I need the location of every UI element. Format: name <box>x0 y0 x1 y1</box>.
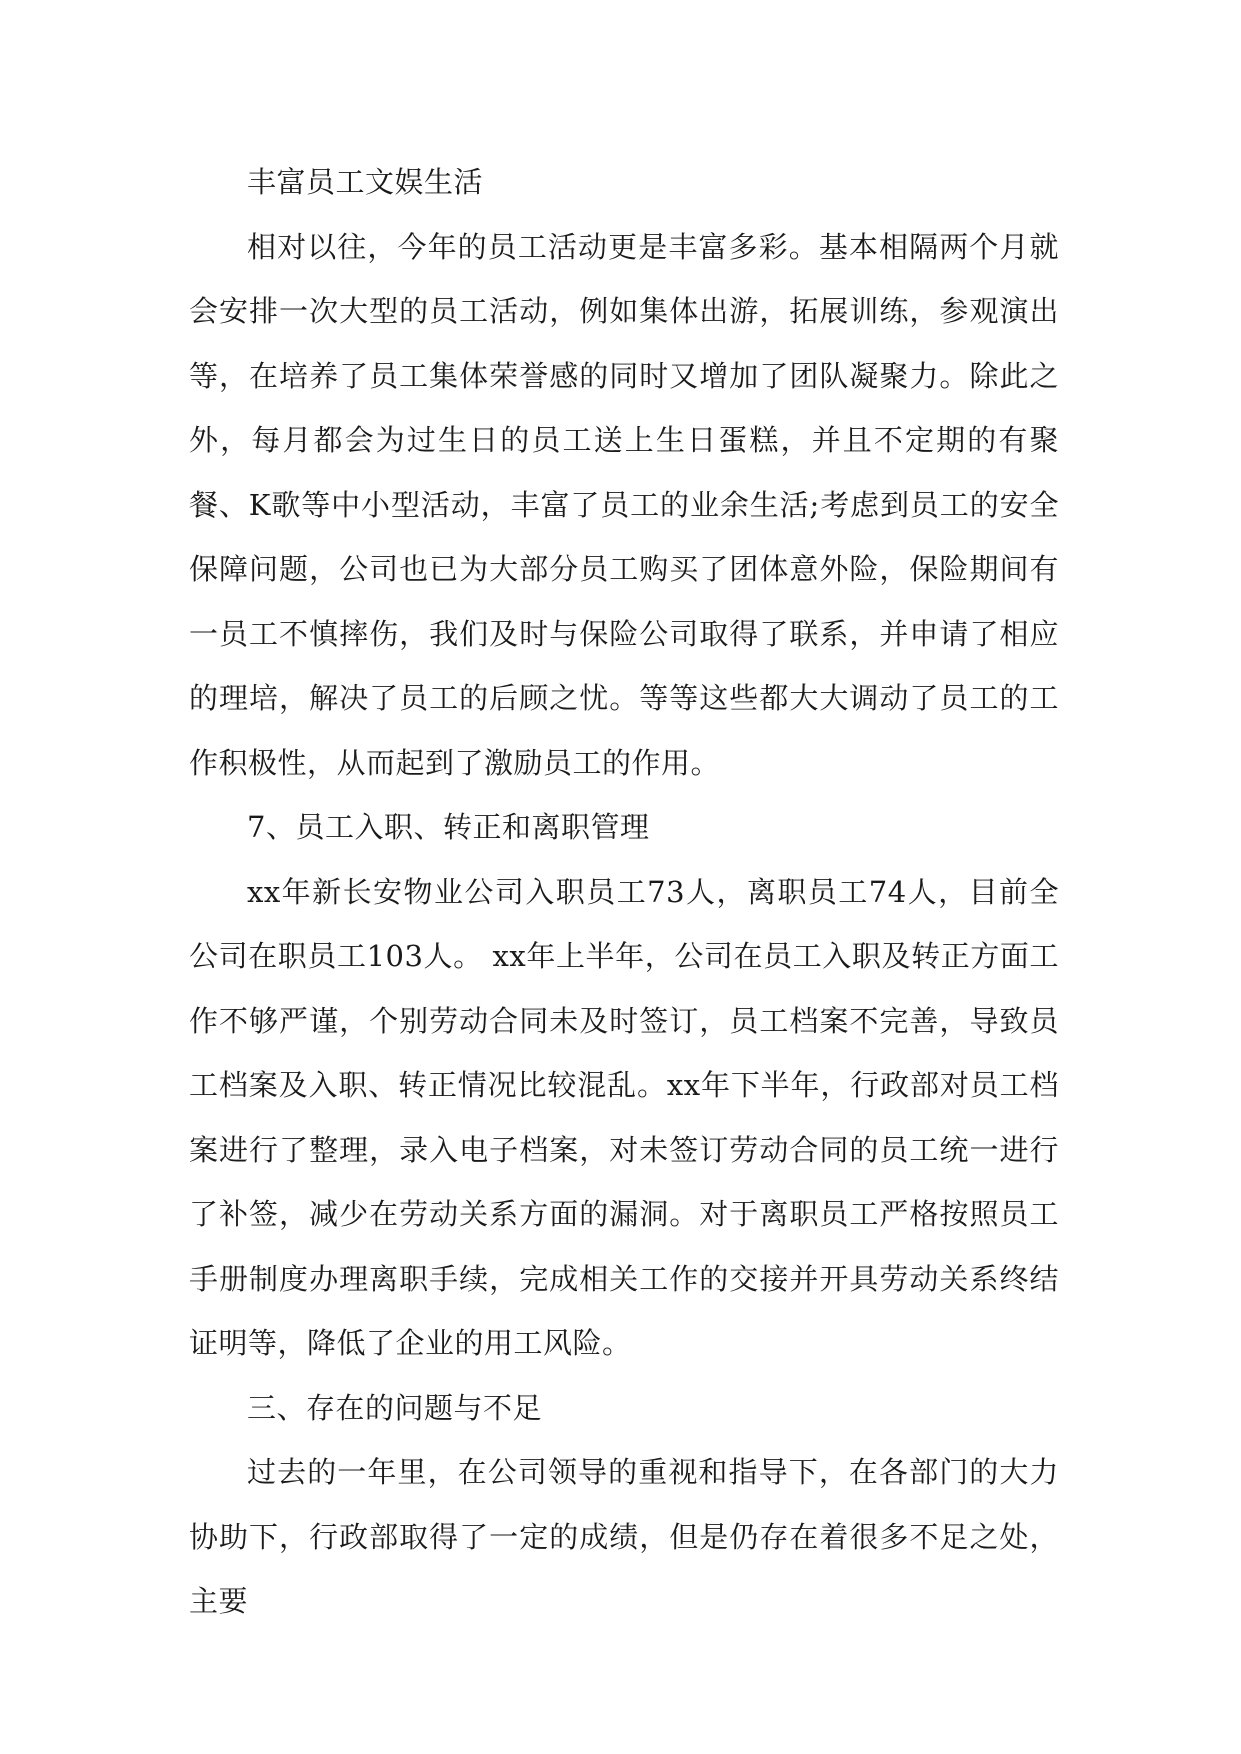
section-heading-problems: 三、存在的问题与不足 <box>247 1390 543 1425</box>
paragraph-onboarding: xx年新长安物业公司入职员工73人，离职员工74人，目前全公司在职员工103人。 xx年上半年，公司在员工入职及转正方面工作不够严谨，个别劳动合同未及时签订，员工档案不完善，导致员工档案及入职、转正情况比较混乱。xx年下半年，行政部对员工档案进行了整理，录入电子档案，对未签订劳动合同的员工统一进行了补签，减少在劳动关系方面的漏洞。对于离职员工严格按照员工手册制度办理离职手续，完成相关工作的交接并开具劳动关系终结证明等，降低了企业的用工风险。 <box>189 874 1059 1360</box>
section-heading-onboarding: 7、员工入职、转正和离职管理 <box>247 810 650 844</box>
paragraph-problems: 过去的一年里，在公司领导的重视和指导下，在各部门的大力协助下，行政部取得了一定的成绩，但是仍存在着很多不足之处，主要 <box>189 1455 1059 1618</box>
document-page <box>189 150 1059 1634</box>
section-heading-entertainment: 丰富员工文娱生活 <box>247 165 484 199</box>
paragraph-entertainment: 相对以往，今年的员工活动更是丰富多彩。基本相隔两个月就会安排一次大型的员工活动，例如集体出游，拓展训练，参观演出等，在培养了员工集体荣誉感的同时又增加了团队凝聚力。除此之外，每月都会为过生日的员工送上生日蛋糕，并且不定期的有聚餐、K歌等中小型活动，丰富了员工的业余生活;考虑到员工的安全保障问题，公司也已为大部分员工购买了团体意外险，保险期间有一员工不慎摔伤，我们及时与保险公司取得了联系，并申请了相应的理培，解决了员工的后顾之忧。等等这些都大大调动了员工的工作积极性，从而起到了激励员工的作用。 <box>189 229 1059 780</box>
